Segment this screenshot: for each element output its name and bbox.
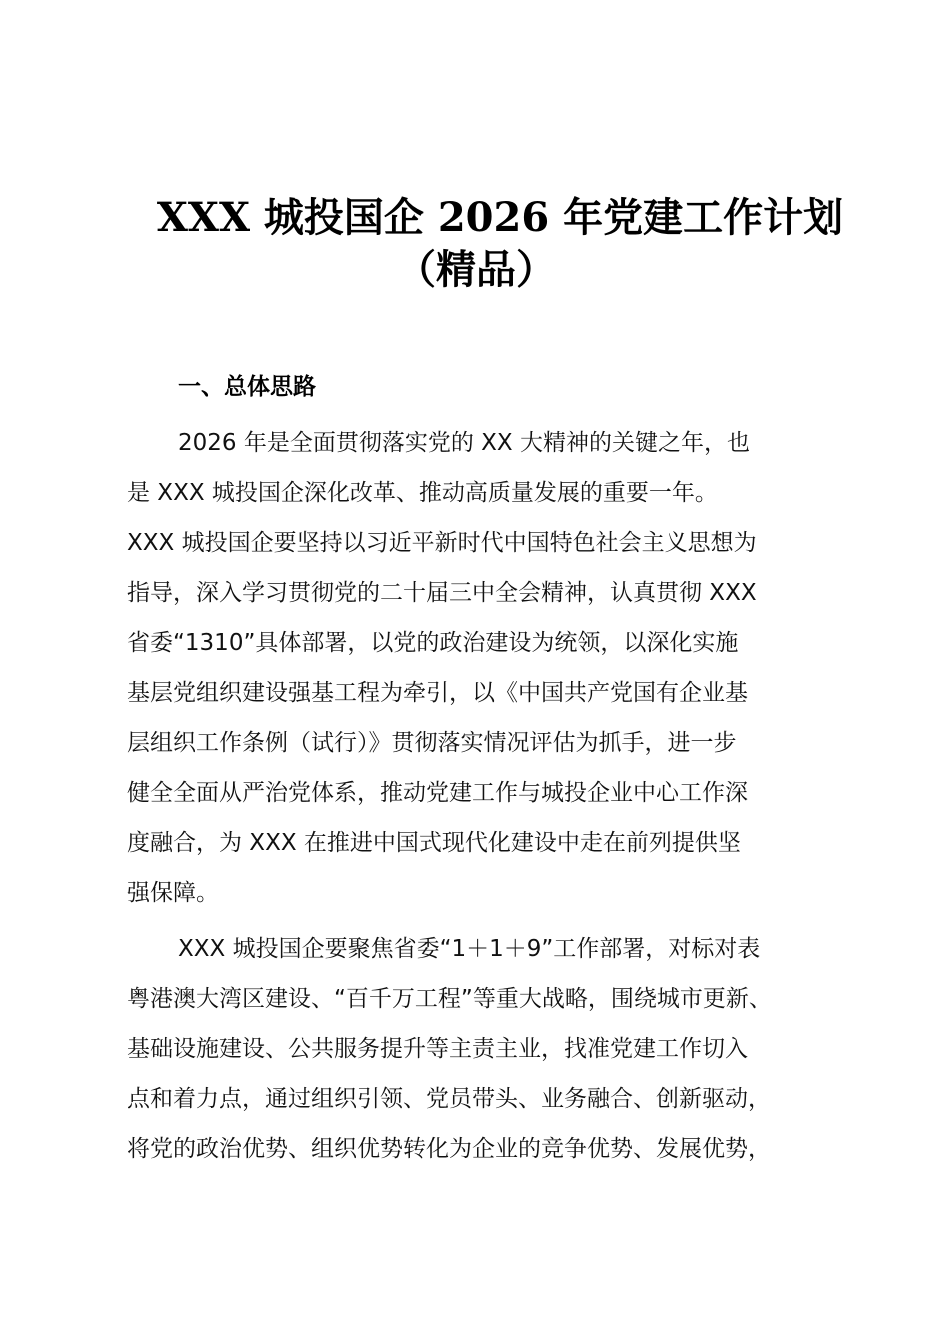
section-heading: 一、总体思路 [178,374,316,400]
document-title-line1: XXX 城投国企 2026 年党建工作计划 [156,194,844,241]
paragraph-line: 粤港澳大湾区建设、“百千万工程”等重大战略，围绕城市更新、 [127,986,772,1012]
paragraph-line: 基层党组织建设强基工程为牵引，以《中国共产党国有企业基 [127,680,748,706]
paragraph-line: 基础设施建设、公共服务提升等主责主业，找准党建工作切入 [127,1036,748,1062]
paragraph-line: 将党的政治优势、组织优势转化为企业的竞争优势、发展优势， [127,1136,771,1162]
paragraph-line: 度融合，为 XXX 在推进中国式现代化建设中走在前列提供坚 [127,830,741,856]
paragraph-line: 强保障。 [127,880,219,906]
paragraph-line: XXX 城投国企要坚持以习近平新时代中国特色社会主义思想为 [127,530,757,556]
paragraph-line: 是 XXX 城投国企深化改革、推动高质量发展的重要一年。 [127,480,718,506]
paragraph-line: 省委“1310”具体部署，以党的政治建设为统领，以深化实施 [127,630,739,656]
document-title-line2: （精品） [396,246,556,293]
paragraph-line: 点和着力点，通过组织引领、党员带头、业务融合、创新驱动， [127,1086,771,1112]
paragraph-line: 2026 年是全面贯彻落实党的 XX 大精神的关键之年，也 [178,430,750,456]
paragraph-line: 指导，深入学习贯彻党的二十届三中全会精神，认真贯彻 XXX [127,580,757,606]
paragraph-line: 层组织工作条例（试行）》贯彻落实情况评估为抓手，进一步 [127,730,737,756]
paragraph-line: XXX 城投国企要聚焦省委“1＋1＋9”工作部署，对标对表 [178,936,761,962]
paragraph-line: 健全全面从严治党体系，推动党建工作与城投企业中心工作深 [127,780,748,806]
